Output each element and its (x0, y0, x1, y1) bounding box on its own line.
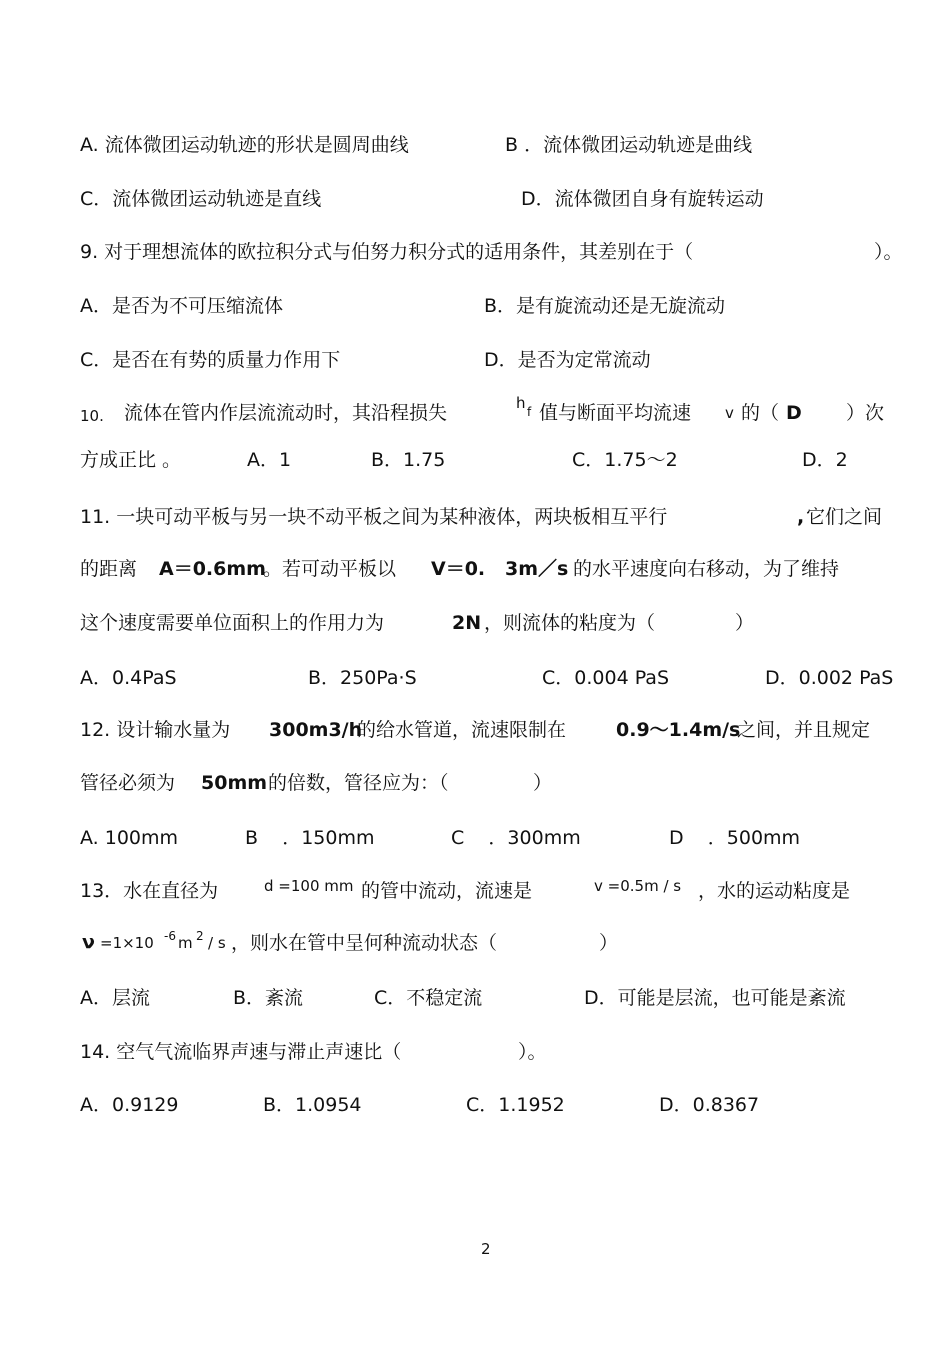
q11-line-2c: 。若可动平板以 (263, 558, 397, 580)
q10-text-1: 流体在管内作层流流动时，其沿程损失 (124, 402, 448, 424)
q11-velocity-a: V＝0. (431, 558, 486, 580)
q11-option-c: C．0.004 PaS (542, 667, 670, 689)
q11-distance: A＝0.6mm (159, 558, 266, 580)
q10-line-2: 方成正比 。 (80, 449, 182, 471)
q13-option-b: B．紊流 (233, 987, 304, 1009)
q13-nu-value: =1×10 (100, 934, 154, 952)
q9-stem: 9. 对于理想流体的欧拉积分式与伯努力积分式的适用条件，其差别在于（ (80, 241, 694, 263)
q12-line-1c: 的给水管道，流速限制在 (357, 719, 567, 741)
q10-option-b: B．1.75 (371, 449, 446, 471)
q12-flow: 300m3/h (269, 719, 363, 741)
q12-option-a: A. 100mm (80, 827, 179, 849)
q13-option-a: A．层流 (80, 987, 150, 1009)
q10-answer: D (786, 402, 802, 424)
q9-option-c: C．是否在有势的质量力作用下 (80, 349, 341, 371)
q14-option-a: A．0.9129 (80, 1094, 179, 1116)
q13-line-1b: 的管中流动，流速是 (361, 880, 533, 902)
q10-text-4: ）次 (846, 402, 885, 424)
q11-option-b: B．250Pa·S (308, 667, 417, 689)
q14-option-b: B．1.0954 (263, 1094, 362, 1116)
q13-nu-symbol: ν (82, 931, 95, 953)
q12-option-d: D ．500mm (669, 827, 801, 849)
q13-option-d: D．可能是层流，也可能是紊流 (584, 987, 846, 1009)
q11-line-2a: 的距离 (80, 558, 138, 580)
q10-text-3: 的（ (741, 402, 780, 424)
q10-option-a: A．1 (247, 449, 292, 471)
q13-unit-square: 2 (196, 929, 204, 943)
q9-option-a: A．是否为不可压缩流体 (80, 295, 283, 317)
q13-option-c: C．不稳定流 (374, 987, 483, 1009)
q14-stem-end: ）。 (518, 1041, 547, 1063)
q11-force: 2N (452, 612, 482, 634)
q11-line-3a: 这个速度需要单位面积上的作用力为 (80, 612, 385, 634)
q10-text-2: 值与断面平均流速 (539, 402, 692, 424)
q11-line-1: 11. 一块可动平板与另一块不动平板之间为某种液体，两块板相互平行 (80, 506, 668, 528)
q8-option-d: D．流体微团自身有旋转运动 (521, 188, 764, 210)
page-number: 2 (481, 1240, 491, 1258)
q8-option-c: C．流体微团运动轨迹是直线 (80, 188, 322, 210)
q13-unit-m: m (178, 934, 193, 952)
q8-option-b: B ．流体微团运动轨迹是曲线 (505, 134, 753, 156)
q9-option-d: D．是否为定常流动 (484, 349, 651, 371)
q12-option-b: B ．150mm (245, 827, 375, 849)
q10-symbol-v: v (725, 404, 734, 422)
q14-option-d: D．0.8367 (659, 1094, 760, 1116)
q14-option-c: C．1.1952 (466, 1094, 565, 1116)
q11-line-2f: 的水平速度向右移动，为了维持 (573, 558, 840, 580)
q11-option-d: D．0.002 PaS (765, 667, 894, 689)
q12-option-c: C ．300mm (451, 827, 581, 849)
q13-diameter: d =100 mm (264, 877, 354, 895)
q9-stem-end: ）。 (874, 241, 903, 263)
q12-line-2d: ） (533, 772, 553, 794)
q14-stem: 14. 空气气流临界声速与滞止声速比（ (80, 1041, 402, 1063)
q11-comma: , (797, 506, 805, 528)
q12-line-2a: 管径必须为 (80, 772, 176, 794)
q13-line-2: ，则水在管中呈何种流动状态（ (231, 932, 498, 954)
q13-line-1a: 13．水在直径为 (80, 880, 219, 902)
q13-unit-per-s: / s (208, 934, 226, 952)
q10-option-c: C．1.75～2 (572, 449, 678, 471)
q10-option-d: D．2 (802, 449, 848, 471)
q13-line-1c: ，水的运动粘度是 (698, 880, 851, 902)
q11-line-1-end: 它们之间 (806, 506, 883, 528)
q10-subscript-f: f (527, 405, 532, 419)
q12-line-1e: 之间，并且规定 (737, 719, 871, 741)
q13-velocity: v =0.5m / s (594, 877, 682, 895)
q10-symbol-h: h (516, 394, 526, 412)
q12-velocity-range: 0.9～1.4m/s (616, 719, 741, 741)
q13-exponent: -6 (164, 929, 176, 943)
q11-line-3c: ，则流体的粘度为（ (484, 612, 656, 634)
q10-number: 10. (80, 407, 104, 425)
q12-line-1a: 12. 设计输水量为 (80, 719, 231, 741)
q13-line-2-end: ） (599, 932, 619, 954)
q11-line-3d: ） (735, 612, 755, 634)
q9-option-b: B．是有旋流动还是无旋流动 (484, 295, 726, 317)
q12-multiple: 50mm (201, 772, 268, 794)
q12-line-2c: 的倍数，管径应为：（ (268, 772, 449, 794)
q11-velocity-b: 3m／s (505, 558, 569, 580)
q11-option-a: A．0.4PaS (80, 667, 177, 689)
q8-option-a: A. 流体微团运动轨迹的形状是圆周曲线 (80, 134, 409, 156)
